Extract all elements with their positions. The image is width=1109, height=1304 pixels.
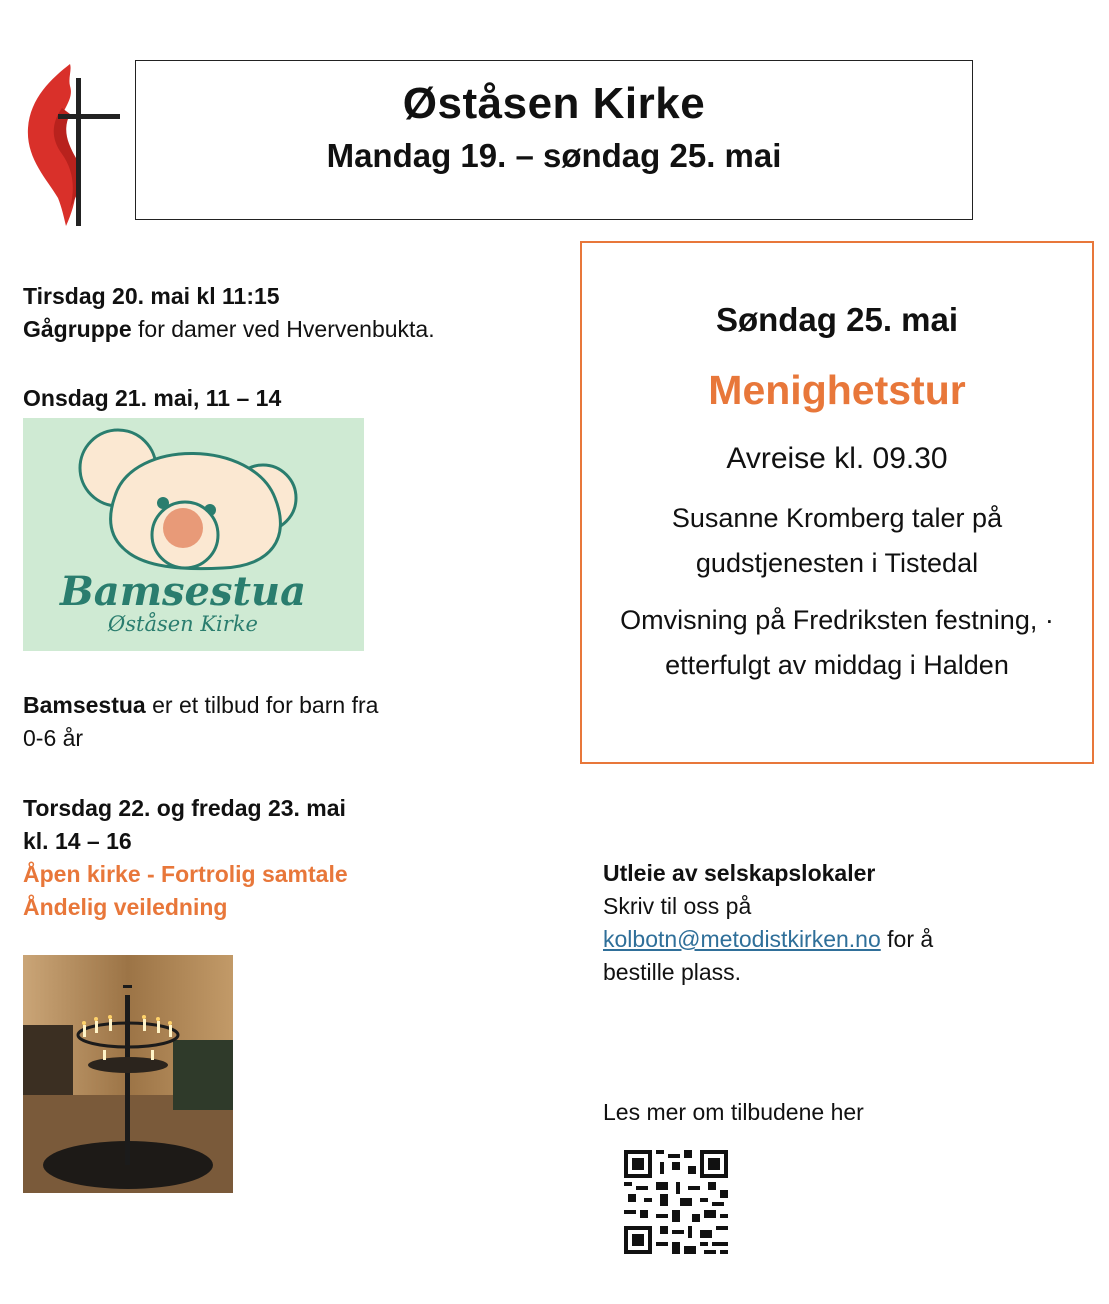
event-speaker-line1: Susanne Kromberg taler på <box>671 503 1003 533</box>
thursday-time: kl. 14 – 16 <box>23 828 132 854</box>
bamsestua-age: 0-6 år <box>23 725 84 751</box>
rental-after-email: for å <box>880 926 934 952</box>
rental-line1: Skriv til oss på <box>603 893 752 919</box>
bamsestua-desc-bold: Bamsestua <box>23 692 146 718</box>
page-title: Øståsen Kirke <box>402 79 706 128</box>
rental-section <box>603 857 1083 989</box>
event-date: Søndag 25. mai <box>715 301 959 338</box>
bamsestua-desc <box>23 689 563 755</box>
event-tour-line2: etterfulgt av middag i Halden <box>665 650 1009 680</box>
title-box <box>135 60 973 220</box>
open-church-line: Åpen kirke - Fortrolig samtale <box>23 861 348 887</box>
tuesday-desc-rest: for damer ved Hvervenbukta. <box>131 316 435 342</box>
tuesday-activity: Gågruppe <box>23 316 132 342</box>
event-tour-line1: Omvisning på Fredriksten festning, · <box>620 605 1054 635</box>
tuesday-desc <box>23 313 563 346</box>
bamsestua-logo-subtitle: Øståsen Kirke <box>108 612 258 636</box>
event-speaker-line2: gudstjenesten i Tistedal <box>695 548 979 578</box>
rental-heading: Utleie av selskapslokaler <box>603 860 876 886</box>
event-headline: Menighetstur <box>708 367 966 413</box>
thursday-when: Torsdag 22. og fredag 23. mai <box>23 795 346 821</box>
bamsestua-logo-title: Bamsestua <box>59 568 306 615</box>
tuesday-section <box>23 280 563 346</box>
rental-line3: bestille plass. <box>603 959 742 985</box>
wednesday-when: Onsdag 21. mai, 11 – 14 <box>23 385 282 411</box>
thursday-section <box>23 792 563 924</box>
event-tour <box>582 598 1092 688</box>
spiritual-guidance-line: Åndelig veiledning <box>23 894 228 920</box>
more-info-text: Les mer om tilbudene her <box>603 1099 864 1125</box>
bamsestua-desc-rest: er et tilbud for barn fra <box>145 692 379 718</box>
event-speaker <box>582 496 1092 586</box>
event-departure: Avreise kl. 09.30 <box>726 442 948 475</box>
tuesday-when: Tirsdag 20. mai kl 11:15 <box>23 283 280 309</box>
email-link[interactable]: kolbotn@metodistkirken.no <box>603 926 881 952</box>
candle-stand-photo <box>23 955 233 1193</box>
qr-code-icon[interactable] <box>624 1150 728 1254</box>
date-range: Mandag 19. – søndag 25. mai <box>326 137 782 174</box>
bamsestua-logo <box>23 418 364 651</box>
event-box <box>580 241 1094 764</box>
church-logo-icon <box>22 58 122 228</box>
